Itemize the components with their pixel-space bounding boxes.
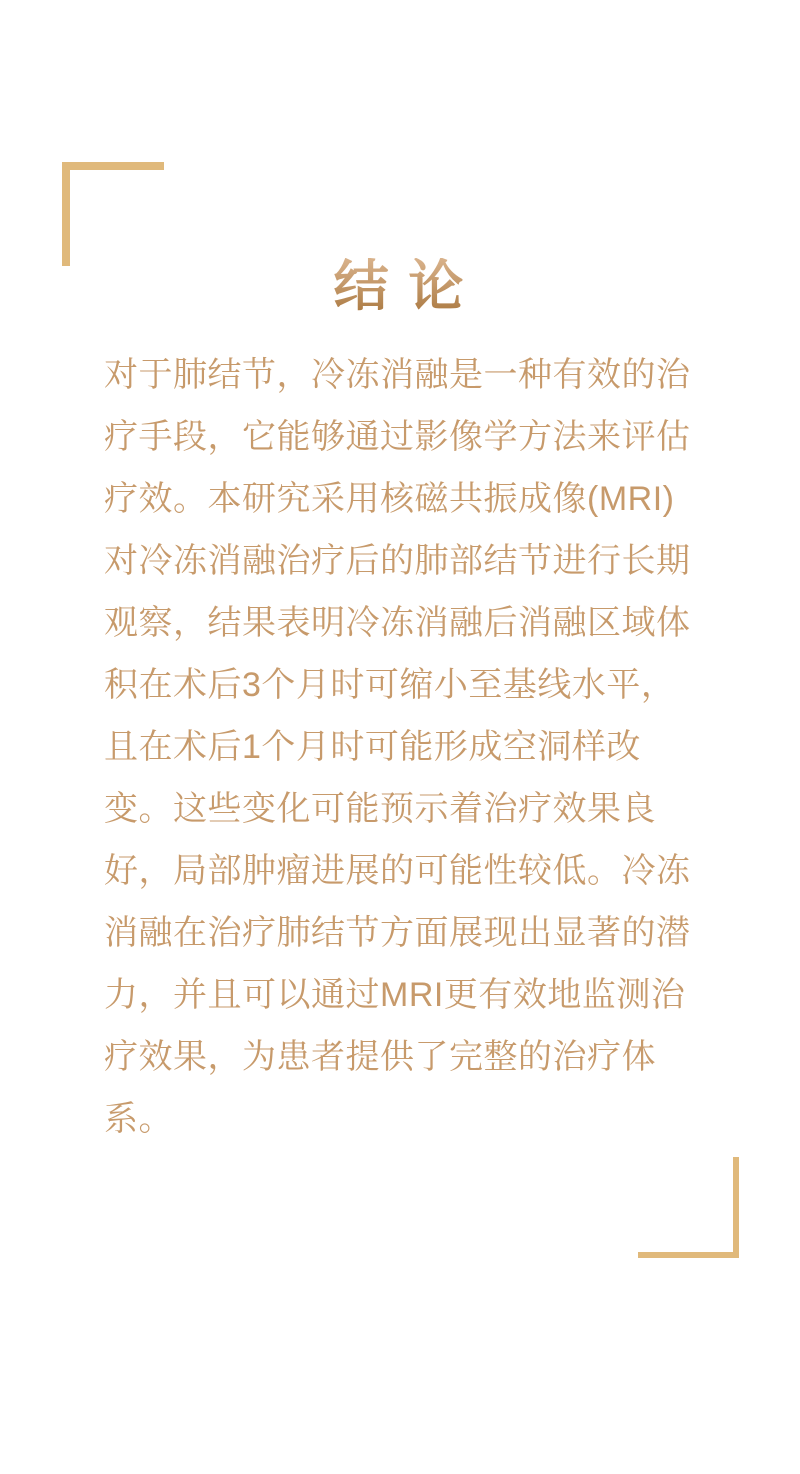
paragraph-line: 积在术后3个月时可缩小至基线水平， (104, 666, 676, 704)
paragraph-line: 疗手段，它能够通过影像学方法来评估 (104, 418, 691, 456)
paragraph-line: 好，局部肿瘤进展的可能性较低。冷冻 (104, 852, 691, 890)
paragraph-line: 对于肺结节，冷冻消融是一种有效的治 (104, 356, 691, 394)
paragraph-line: 观察，结果表明冷冻消融后消融区域体 (104, 604, 691, 642)
paragraph-line: 消融在治疗肺结节方面展现出显著的潜 (104, 914, 691, 952)
bottom-right-corner-bracket-icon (638, 1157, 739, 1258)
section-title: 结 论 (0, 258, 800, 316)
paragraph-line: 力，并且可以通过MRI更有效地监测治 (104, 976, 686, 1014)
top-left-corner-bracket-icon (62, 162, 164, 266)
paragraph-line: 对冷冻消融治疗后的肺部结节进行长期 (104, 542, 691, 580)
conclusion-paragraph (104, 344, 704, 1150)
paragraph-line: 疗效。本研究采用核磁共振成像(MRI) (104, 480, 675, 518)
paragraph-line: 且在术后1个月时可能形成空洞样改 (104, 728, 641, 766)
paragraph-line: 系。 (104, 1100, 173, 1138)
paragraph-line: 疗效果，为患者提供了完整的治疗体 (104, 1038, 656, 1076)
paragraph-line: 变。这些变化可能预示着治疗效果良 (104, 790, 656, 828)
